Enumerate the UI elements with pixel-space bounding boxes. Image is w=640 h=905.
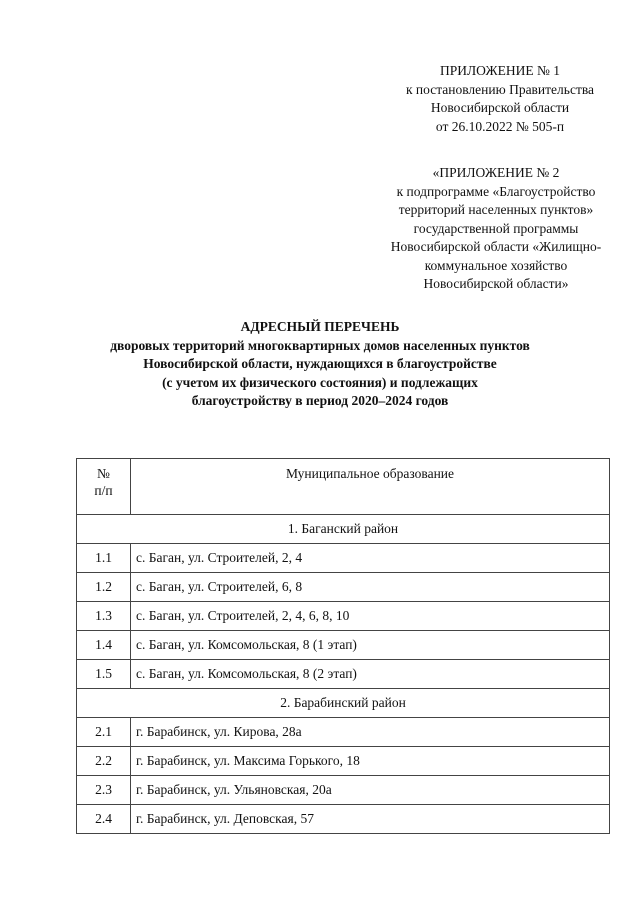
row-address: с. Баган, ул. Комсомольская, 8 (1 этап)	[131, 631, 610, 660]
appendix-1-line: от 26.10.2022 № 505-п	[435, 118, 565, 134]
district-title: 1. Баганский район	[77, 515, 610, 544]
header-number-cell	[77, 459, 131, 515]
appendix-2-line: территорий населенных пунктов»	[398, 202, 594, 217]
heading-title: АДРЕСНЫЙ ПЕРЕЧЕНЬ	[240, 319, 400, 334]
row-address: с. Баган, ул. Строителей, 2, 4	[131, 544, 610, 573]
header-number-sign: №	[97, 466, 110, 481]
table-row	[77, 718, 610, 747]
row-number: 1.5	[77, 660, 131, 689]
appendix-2-line: «ПРИЛОЖЕНИЕ № 2	[432, 165, 560, 180]
appendix-2-line: Новосибирской области»	[423, 276, 569, 291]
appendix-2-line: Новосибирской области «Жилищно-	[390, 239, 602, 254]
row-number: 1.3	[77, 602, 131, 631]
row-address: г. Барабинск, ул. Ульяновская, 20а	[131, 776, 610, 805]
row-number: 2.3	[77, 776, 131, 805]
row-number: 1.4	[77, 631, 131, 660]
address-table	[76, 458, 610, 834]
row-number: 2.2	[77, 747, 131, 776]
district-title: 2. Барабинский район	[77, 689, 610, 718]
heading-line: Новосибирской области, нуждающихся в благоустройстве	[143, 356, 497, 371]
header-name-cell: Муниципальное образование	[131, 459, 610, 515]
appendix-2-line: к подпрограмме «Благоустройство	[396, 183, 596, 199]
table-row	[77, 631, 610, 660]
row-address: г. Барабинск, ул. Максима Горького, 18	[131, 747, 610, 776]
appendix-1-line: к постановлению Правительства	[405, 81, 595, 97]
table-row	[77, 660, 610, 689]
row-address: с. Баган, ул. Комсомольская, 8 (2 этап)	[131, 660, 610, 689]
row-number: 2.1	[77, 718, 131, 747]
row-address: с. Баган, ул. Строителей, 2, 4, 6, 8, 10	[131, 602, 610, 631]
table-row	[77, 805, 610, 834]
table-header-row	[77, 459, 610, 515]
appendix-2-block	[368, 164, 624, 294]
table-row	[77, 573, 610, 602]
appendix-1-block	[380, 62, 620, 136]
appendix-1-line: ПРИЛОЖЕНИЕ № 1	[439, 63, 561, 78]
heading-line: дворовых территорий многоквартирных домов населенных пунктов	[110, 337, 530, 353]
district-row	[77, 515, 610, 544]
row-address: г. Барабинск, ул. Деповская, 57	[131, 805, 610, 834]
appendix-2-line: государственной программы	[413, 220, 579, 236]
row-number: 1.1	[77, 544, 131, 573]
row-address: г. Барабинск, ул. Кирова, 28а	[131, 718, 610, 747]
district-row	[77, 689, 610, 718]
row-number: 2.4	[77, 805, 131, 834]
row-number: 1.2	[77, 573, 131, 602]
header-number-abbr: п/п	[94, 483, 113, 498]
table-row	[77, 544, 610, 573]
table-row	[77, 602, 610, 631]
heading-line: благоустройству в период 2020–2024 годов	[191, 393, 449, 408]
heading-line: (с учетом их физического состояния) и подлежащих	[162, 374, 478, 390]
table-row	[77, 776, 610, 805]
row-address: с. Баган, ул. Строителей, 6, 8	[131, 573, 610, 602]
appendix-2-line: коммунальное хозяйство	[424, 257, 568, 273]
appendix-1-line: Новосибирской области	[430, 100, 570, 115]
document-heading	[60, 318, 580, 411]
table-row	[77, 747, 610, 776]
